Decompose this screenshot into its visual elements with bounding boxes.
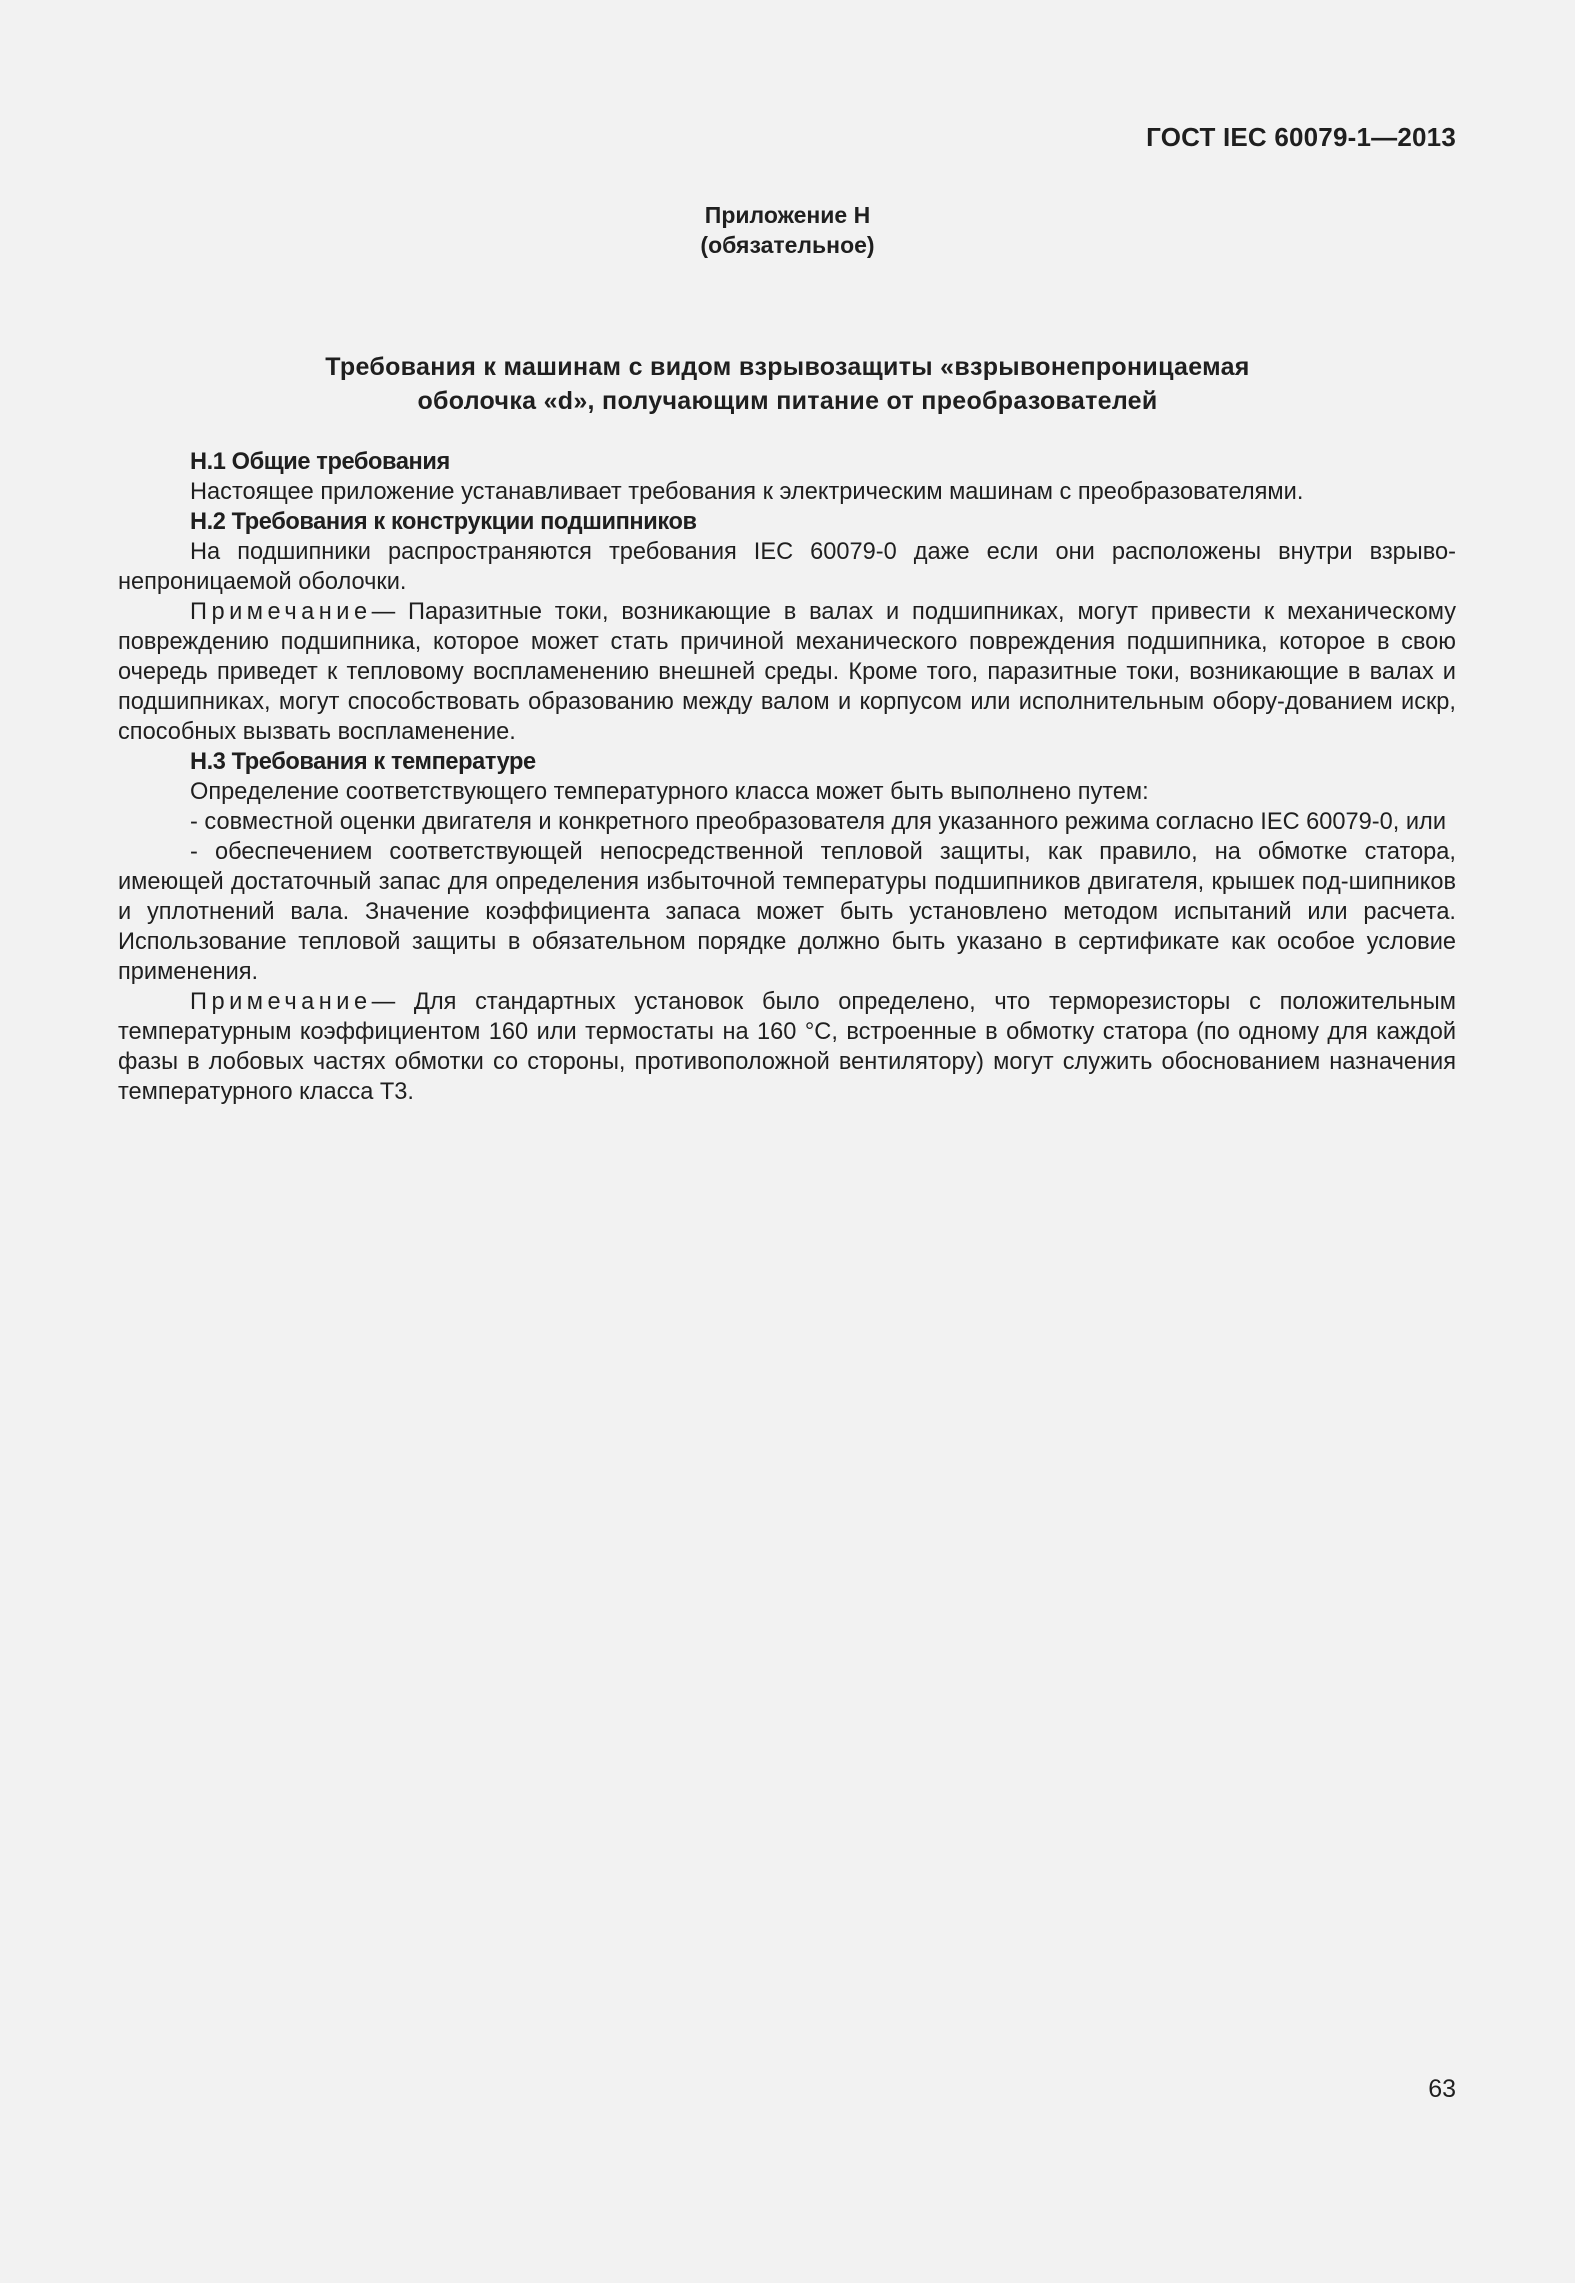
document-body — [118, 447, 1456, 1107]
section-h2-paragraph: На подшипники распространяются требования IEC 60079-0 даже если они расположены внутри взрыво-непроницаемой оболочки. — [118, 539, 1456, 595]
section-h2-note — [118, 597, 1456, 747]
note-label: Примечание — [190, 989, 372, 1015]
note-label: Примечание — [190, 599, 372, 625]
section-h3-paragraph-1: Определение соответствующего температурного класса может быть выполнено путем: — [190, 779, 1149, 805]
section-h3-note — [118, 987, 1456, 1107]
annex-status: (обязательное) — [700, 232, 875, 258]
annex-label: Приложение Н — [704, 202, 871, 228]
section-heading-h3: Н.3 Требования к температуре — [190, 749, 536, 775]
document-code: ГОСТ IEC 60079-1—2013 — [1146, 122, 1456, 152]
section-h3-paragraph-3: - обеспечением соответствующей непосредственной тепловой защиты, как правило, на обмотке статора, имеющей достаточный запас для определения избыточной температуры подшипников двигателя, крышек под-шипников и уплотнений вала. Значение коэффициента запаса может быть установлено методом испытаний или расчета. Использование тепловой защиты в обязательном порядке должно быть указано в сертификате как особое условие применения. — [118, 839, 1456, 985]
page-number: 63 — [1428, 2075, 1456, 2103]
section-h3-paragraph-2: - совместной оценки двигателя и конкретного преобразователя для указанного режима согласно IEC 60079-0, или — [190, 809, 1447, 835]
annex-title — [0, 350, 1575, 418]
section-heading-h1: Н.1 Общие требования — [190, 449, 450, 475]
annex-title-line-2: оболочка «d», получающим питание от преобразователей — [417, 387, 1158, 415]
annex-heading — [0, 200, 1575, 260]
section-heading-h2: Н.2 Требования к конструкции подшипников — [190, 509, 697, 535]
note-text: — Для стандартных установок было определено, что терморезисторы с положительным температурным коэффициентом 160 или термостаты на 160 °С, встроенные в обмотку статора (по одному для каждой фазы в лобовых частях обмотки со стороны, противоположной вентилятору) могут служить обоснованием назначения температурного класса Т3. — [118, 989, 1456, 1105]
note-text: — Паразитные токи, возникающие в валах и подшипниках, могут привести к механическому повреждению подшипника, которое может стать причиной механического повреждения подшипника, которое в свою очередь приведет к тепловому воспламенению внешней среды. Кроме того, паразитные токи, возникающие в валах и подшипниках, могут способствовать образованию между валом и корпусом или исполнительным обору-дованием искр, способных вызвать воспламенение. — [118, 599, 1456, 745]
annex-title-line-1: Требования к машинам с видом взрывозащиты «взрывонепроницаемая — [325, 353, 1250, 381]
section-h1-paragraph: Настоящее приложение устанавливает требования к электрическим машинам с преобразователями. — [190, 479, 1304, 505]
